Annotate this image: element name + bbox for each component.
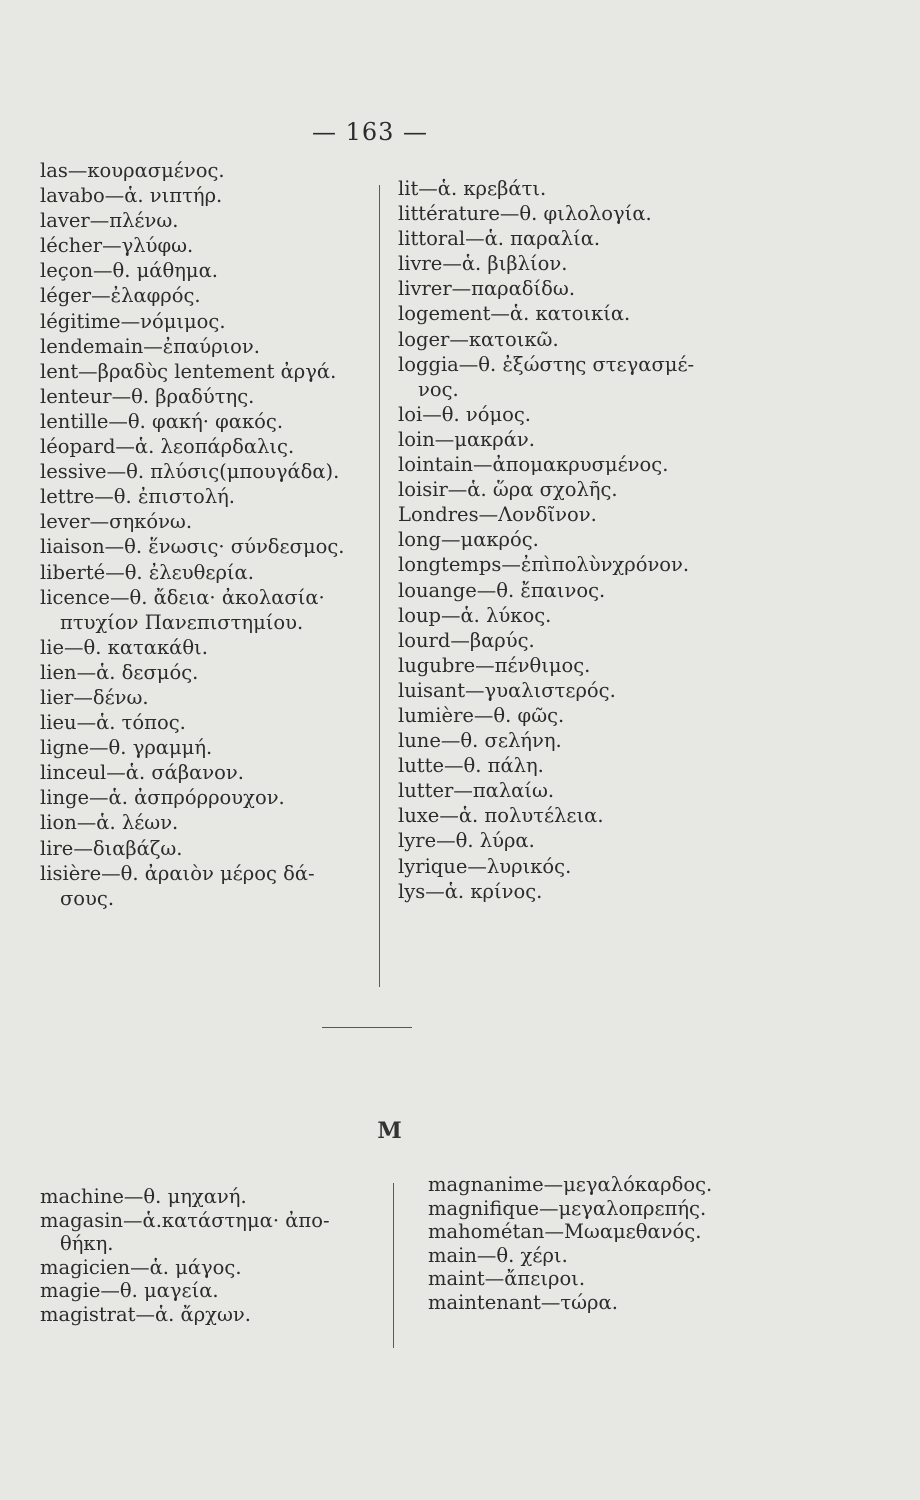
entry-line: magnifique—μεγαλοπρεπής. (428, 1196, 707, 1220)
entry-line: lien—ἁ. δεσμός. (40, 660, 199, 684)
entry-line: louange—θ. ἔπαινος. (398, 578, 606, 602)
entry-line: linceul—ἁ. σάβανον. (40, 761, 244, 785)
entry-line: littoral—ἁ. παραλία. (398, 227, 601, 251)
column-divider (379, 185, 380, 987)
entry-line: mahométan—Μωαμεθανός. (428, 1220, 702, 1244)
entry-line: lendemain—ἐπαύριον. (40, 334, 260, 358)
entry-line: long—μακρός. (398, 528, 539, 552)
entry-line: lys—ἁ. κρίνος. (398, 879, 543, 903)
entry-line: lever—σηκόνω. (40, 510, 193, 534)
entry-line: laver—πλένω. (40, 209, 179, 233)
entry-line: lune—θ. σελήνη. (398, 729, 562, 753)
entry-line: loger—κατοικῶ. (398, 327, 559, 351)
section-divider (322, 1027, 412, 1028)
entry-line: loi—θ. νόμος. (398, 402, 531, 426)
entry-line: σους. (60, 886, 115, 910)
entry-line: liaison—θ. ἕνωσις· σύνδεσμος. (40, 535, 345, 559)
entry-line: lointain—ἀπομακρυσμένος. (398, 453, 669, 477)
entry-line: lutter—παλαίω. (398, 779, 555, 803)
dictionary-column-left (40, 158, 375, 911)
entry-line: θήκη. (60, 1232, 114, 1256)
entry-line: lettre—θ. ἐπιστολή. (40, 485, 235, 509)
entry-line: maint—ἄπειροι. (428, 1267, 586, 1291)
entry-line: lumière—θ. φῶς. (398, 703, 565, 727)
entry-line: lentille—θ. φακή· φακός. (40, 409, 284, 433)
entry-line: loin—μακράν. (398, 427, 535, 451)
entry-line: magie—θ. μαγεία. (40, 1279, 219, 1303)
dictionary-column-m-right (428, 1173, 828, 1315)
entry-line: lessive—θ. πλύσις(μπουγάδα). (40, 460, 340, 484)
entry-line: lyre—θ. λύρα. (398, 829, 535, 853)
entry-line: lécher—γλύφω. (40, 234, 194, 258)
entry-line: maintenant—τώρα. (428, 1290, 618, 1314)
entry-line: las—κουρασμένος. (40, 159, 225, 182)
entry-line: léopard—ἁ. λεοπάρδαλις. (40, 435, 295, 459)
entry-line: lire—διαβάζω. (40, 836, 183, 860)
entry-line: main—θ. χέρι. (428, 1243, 568, 1267)
entry-line: logement—ἁ. κατοικία. (398, 302, 631, 326)
dictionary-column-right (398, 176, 798, 904)
entry-line: leçon—θ. μάθημα. (40, 259, 218, 283)
entry-line: lit—ἁ. κρεβάτι. (398, 177, 547, 200)
entry-line: magistrat—ἁ. ἄρχων. (40, 1302, 251, 1326)
entry-line: légitime—νόμιμος. (40, 309, 226, 333)
entry-line: lisière—θ. ἀραιὸν μέρος δά- (40, 861, 315, 885)
entry-line: lugubre—πένθιμος. (398, 653, 591, 677)
entry-line: loisir—ἁ. ὥρα σχολῆς. (398, 478, 618, 502)
entry-line: πτυχίον Πανεπιστημίου. (60, 610, 304, 634)
entry-line: lent—βραδὺς lentement ἀργά. (40, 359, 337, 383)
entry-line: longtemps—ἐπὶπολὺνχρόνον. (398, 553, 690, 577)
dictionary-column-m-left (40, 1185, 385, 1327)
entry-line: liberté—θ. ἐλευθερία. (40, 560, 254, 584)
entry-line: lie—θ. κατακάθι. (40, 635, 208, 659)
entry-line: linge—ἁ. ἀσπρόρρουχον. (40, 786, 285, 810)
entry-line: lutte—θ. πάλη. (398, 754, 544, 778)
entry-line: luxe—ἁ. πολυτέλεια. (398, 804, 604, 828)
entry-line: lieu—ἁ. τόπος. (40, 711, 186, 735)
entry-line: νος. (418, 377, 459, 401)
entry-line: loggia—θ. ἐξώστης στεγασμέ- (398, 352, 695, 376)
entry-line: livrer—παραδίδω. (398, 277, 576, 301)
section-letter: M (377, 1118, 403, 1144)
entry-line: lier—δένω. (40, 685, 149, 709)
entry-line: littérature—θ. φιλολογία. (398, 202, 652, 226)
entry-line: lourd—βαρύς. (398, 628, 535, 652)
entry-line: lenteur—θ. βραδύτης. (40, 384, 255, 408)
entry-line: ligne—θ. γραμμή. (40, 736, 213, 760)
column-divider-m (393, 1183, 394, 1348)
entry-line: lyrique—λυρικός. (398, 854, 572, 878)
entry-line: luisant—γυαλιστερός. (398, 678, 616, 702)
entry-line: Londres—Λονδῖνον. (398, 503, 597, 527)
entry-line: magasin—ἁ.κατάστημα· ἀπο- (40, 1208, 330, 1232)
entry-line: livre—ἁ. βιβλίον. (398, 252, 568, 276)
entry-line: machine—θ. μηχανή. (40, 1185, 247, 1208)
entry-line: léger—ἐλαφρός. (40, 284, 201, 308)
page-number: — 163 — (311, 118, 429, 146)
entry-line: magicien—ἁ. μάγος. (40, 1255, 242, 1279)
entry-line: magnanime—μεγαλόκαρδος. (428, 1173, 713, 1196)
entry-line: loup—ἁ. λύκος. (398, 603, 552, 627)
entry-line: licence—θ. ἄδεια· ἀκολασία· (40, 585, 325, 609)
entry-line: lion—ἁ. λέων. (40, 811, 179, 835)
entry-line: lavabo—ἁ. νιπτήρ. (40, 184, 223, 208)
